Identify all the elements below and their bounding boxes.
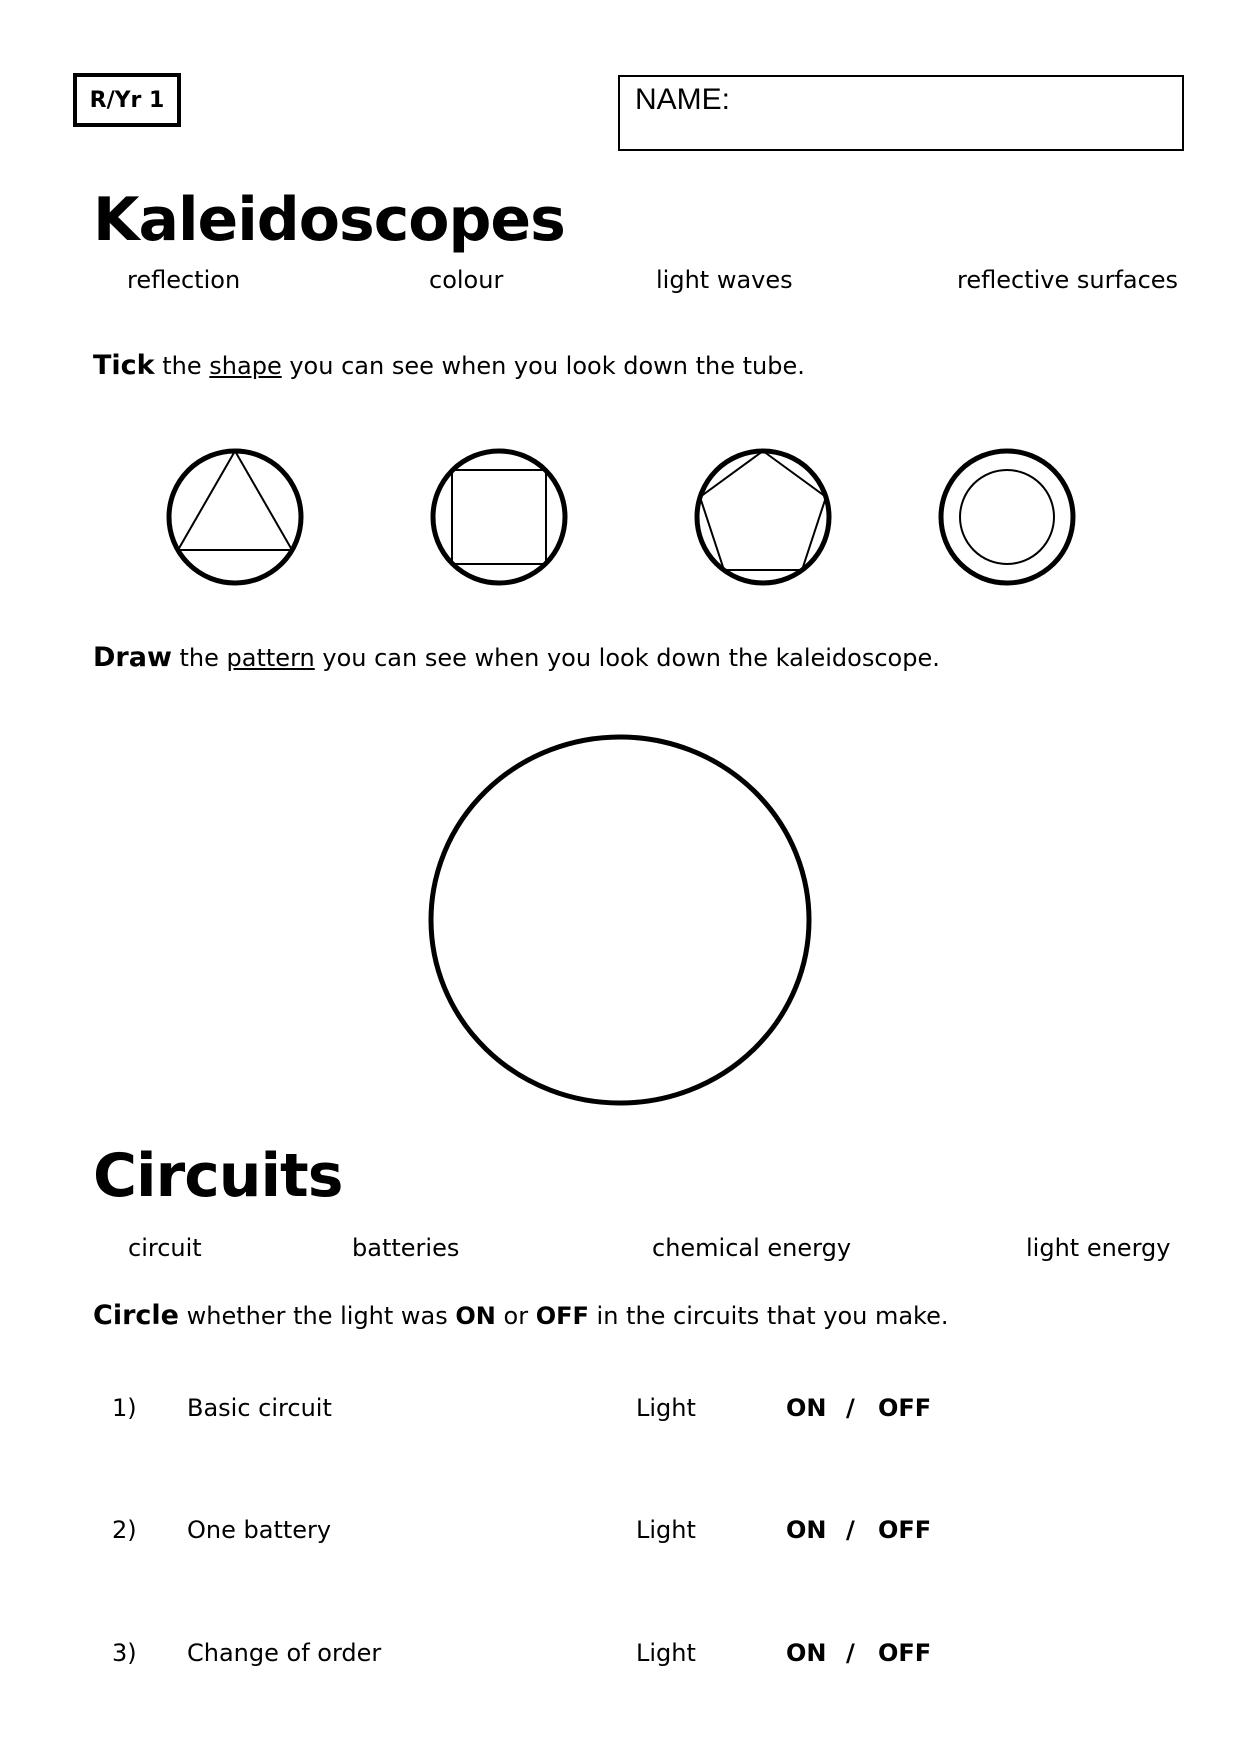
row-number: 3): [112, 1639, 137, 1667]
vocab-word: chemical energy: [652, 1234, 852, 1262]
tick-instruction: [93, 352, 805, 379]
pattern-drawing-area[interactable]: [428, 734, 812, 1106]
triangle-shape-option[interactable]: [165, 447, 305, 587]
vocab-word: colour: [429, 266, 504, 294]
circle-icon: [960, 470, 1054, 564]
option-separator: /: [846, 1394, 855, 1422]
instruction-underlined: shape: [209, 352, 282, 380]
row-label: One battery: [187, 1516, 332, 1544]
off-keyword: OFF: [535, 1302, 589, 1330]
instruction-text: in the circuits that you make.: [588, 1302, 949, 1330]
option-outer-circle: [169, 451, 301, 583]
instruction-text: the: [171, 644, 227, 672]
instruction-text: you can see when you look down the kaleidoscope.: [314, 644, 940, 672]
circuits-title: Circuits: [93, 1141, 343, 1211]
instruction-text: or: [495, 1302, 536, 1330]
kaleidoscopes-title: Kaleidoscopes: [93, 185, 565, 255]
on-option[interactable]: ON: [786, 1516, 827, 1544]
instruction-text: the: [154, 352, 210, 380]
square-shape-option[interactable]: [429, 447, 569, 587]
draw-instruction: [93, 644, 940, 671]
instruction-verb: Draw: [93, 642, 172, 673]
row-number: 1): [112, 1394, 137, 1422]
instruction-verb: Circle: [93, 1300, 179, 1331]
vocab-word: light waves: [656, 266, 793, 294]
off-option[interactable]: OFF: [878, 1516, 932, 1544]
on-option[interactable]: ON: [786, 1394, 827, 1422]
year-group-label: R/Yr 1: [73, 73, 181, 127]
instruction-verb: Tick: [93, 350, 155, 381]
instruction-text: whether the light was: [178, 1302, 456, 1330]
pentagon-shape-option[interactable]: [693, 447, 833, 587]
circle-instruction: [93, 1302, 949, 1329]
on-option[interactable]: ON: [786, 1639, 827, 1667]
off-option[interactable]: OFF: [878, 1639, 932, 1667]
vocab-word: batteries: [352, 1234, 460, 1262]
vocab-word: circuit: [128, 1234, 202, 1262]
vocab-word: reflection: [127, 266, 241, 294]
instruction-underlined: pattern: [226, 644, 315, 672]
row-label: Change of order: [187, 1639, 382, 1667]
circle-shape-option[interactable]: [937, 447, 1077, 587]
row-number: 2): [112, 1516, 137, 1544]
off-option[interactable]: OFF: [878, 1394, 932, 1422]
vocab-word: light energy: [1026, 1234, 1171, 1262]
light-label: Light: [636, 1516, 696, 1544]
instruction-text: you can see when you look down the tube.: [281, 352, 805, 380]
option-separator: /: [846, 1516, 855, 1544]
light-label: Light: [636, 1394, 696, 1422]
option-separator: /: [846, 1639, 855, 1667]
name-label: NAME:: [635, 83, 731, 116]
light-label: Light: [636, 1639, 696, 1667]
on-keyword: ON: [455, 1302, 496, 1330]
vocab-word: reflective surfaces: [957, 266, 1179, 294]
square-icon: [452, 470, 546, 564]
row-label: Basic circuit: [187, 1394, 332, 1422]
drawing-circle: [431, 737, 809, 1103]
option-outer-circle: [697, 451, 829, 583]
name-field[interactable]: [618, 75, 1184, 151]
